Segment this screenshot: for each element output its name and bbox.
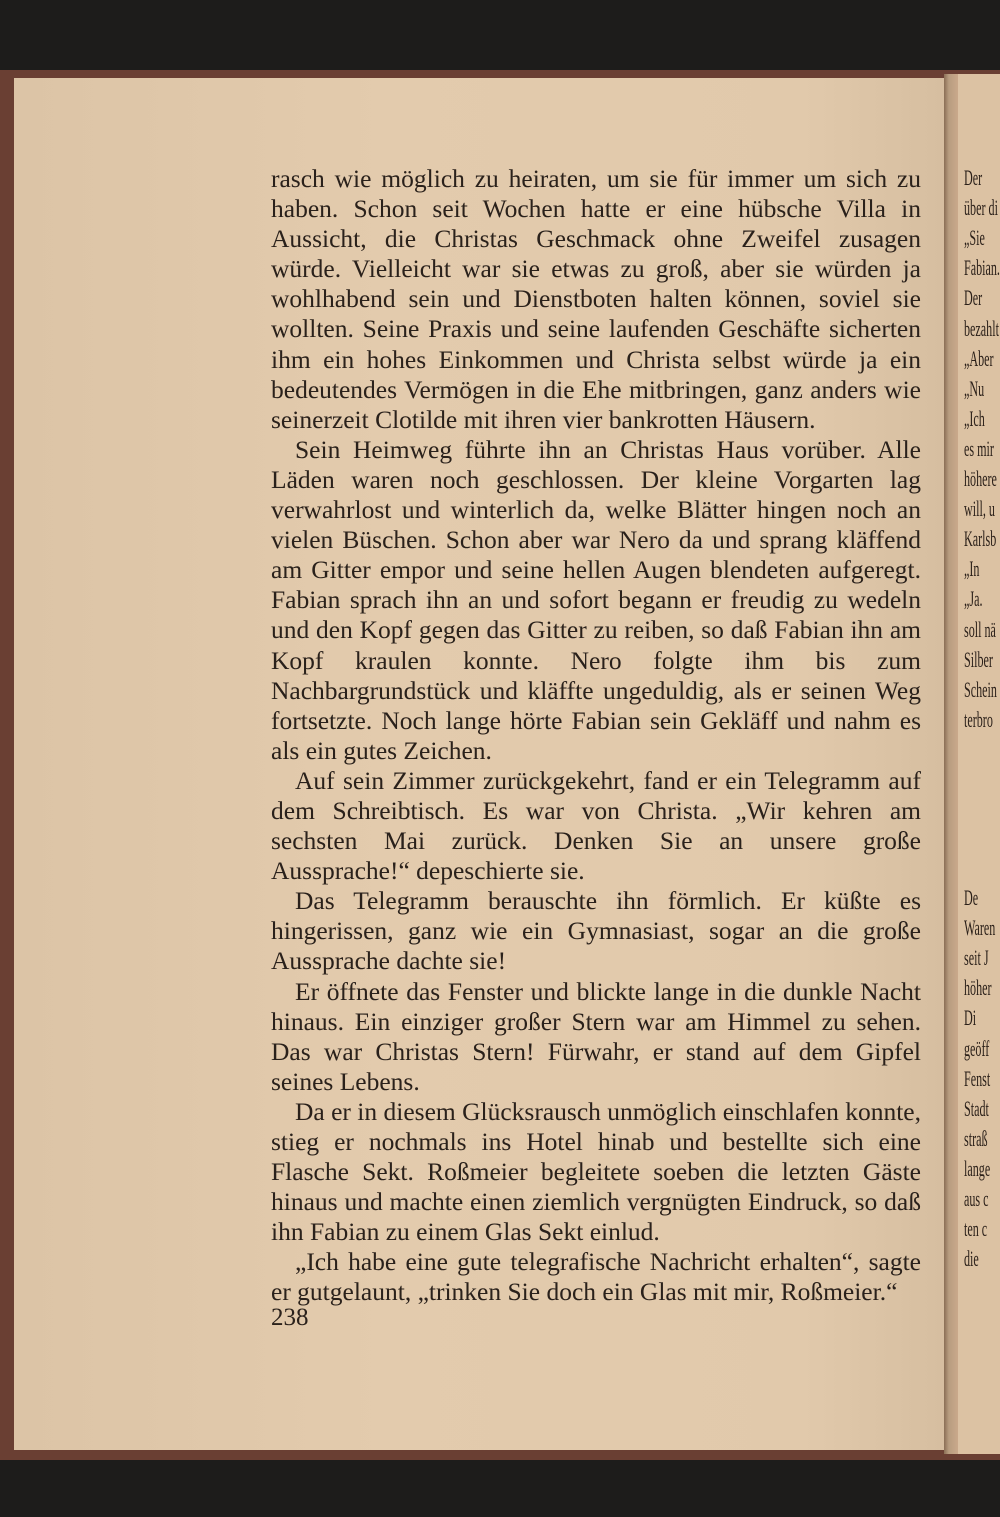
facing-page-fragment: Fenst bbox=[964, 1065, 991, 1091]
paragraph: Er öffnete das Fenster und blickte lange in die dunkle Nacht hinaus. Ein einziger großer Stern war am Himmel zu sehen. Das war Christas Stern! Fürwahr, er stand auf dem Gipfel seines Lebens. bbox=[271, 976, 921, 1096]
facing-page-edge bbox=[958, 74, 1000, 1454]
paragraph: Auf sein Zimmer zurückgekehrt, fand er ein Telegramm auf dem Schreibtisch. Es war von Christa. „Wir kehren am sechsten Mai zurück. Denken Sie an unsere große Aussprache!“ depeschierte sie. bbox=[271, 765, 921, 886]
facing-page-fragment: Karlsb bbox=[964, 526, 997, 552]
page-number: 238 bbox=[271, 1304, 309, 1331]
facing-page-fragment: Fabian. bbox=[964, 255, 1000, 281]
paragraph: Da er in diesem Glücksrausch unmöglich einschlafen konnte, stieg er nochmals ins Hotel hinab und bestellte sich eine Flasche Sekt. Roßmeier begleitete soeben die letzten Gäste hinaus und machte einen ziemlich vergnügten Eindruck, so daß ihn Fabian zu einem Glas Sekt einlud. bbox=[271, 1096, 921, 1247]
paragraph: rasch wie möglich zu heiraten, um sie für immer um sich zu haben. Schon seit Wochen hatte er eine hübsche Villa in Aussicht, die Christas Geschmack ohne Zweifel zusagen würde. Vielleicht war sie etwas zu groß, aber sie würden ja wohlhabend sein und Dienstboten halten können, soviel sie wollten. Seine Praxis und seine laufenden Geschäfte sicherten ihm ein hohes Einkommen und Christa selbst würde ja ein bedeutendes Vermögen in die Ehe mitbringen, ganz anders wie seinerzeit Clotilde mit ihren vier bankrotten Häusern. bbox=[271, 164, 921, 434]
facing-page-fragment: Der bbox=[964, 165, 983, 190]
facing-page-fragment: Waren bbox=[964, 915, 996, 941]
facing-page-fragment: Der bbox=[964, 285, 983, 311]
facing-page-fragment: De bbox=[964, 885, 979, 910]
facing-page-fragment: straß bbox=[964, 1125, 988, 1151]
book-gutter bbox=[944, 74, 958, 1454]
page-body bbox=[271, 164, 921, 1308]
facing-page-fragment: Silber bbox=[964, 646, 993, 672]
facing-page-fragment: ten c bbox=[964, 1216, 988, 1242]
facing-page-fragment: Stadt bbox=[964, 1095, 989, 1121]
paragraph: Sein Heimweg führte ihn an Christas Haus vorüber. Alle Läden waren noch geschlossen. Der kleine Vorgarten lag verwahrlost und winterlich da, welke Blätter hingen noch an vielen Büschen. Schon aber war Nero da und sprang kläffend am Gitter empor und seine hellen Augen blendeten aufgeregt. Fabian sprach ihn an und sofort begann er freudig zu wedeln und den Kopf gegen das Gitter zu reiben, so daß Fabian ihn am Kopf kraulen konnte. Nero folgte ihm bis zum Nachbargrundstück und kläffte ungeduldig, als er seinen Weg fortsetzte. Noch lange hörte Fabian sein Gekläff und nahm es als ein gutes Zeichen. bbox=[271, 434, 921, 765]
facing-page-fragment: höher bbox=[964, 975, 992, 1001]
paragraph: „Ich habe eine gute telegrafische Nachricht erhalten“, sagte er gutgelaunt, „trinken Sie doch ein Glas mit mir, Roßmeier.“ bbox=[271, 1247, 921, 1307]
facing-page-fragment: seit J bbox=[964, 945, 989, 971]
facing-page-fragment: höhere bbox=[964, 466, 997, 491]
facing-page-fragment: bezahlt bbox=[964, 315, 999, 341]
facing-page-fragment: aus c bbox=[964, 1186, 989, 1211]
facing-page-fragment: „Sie bbox=[964, 225, 985, 251]
facing-page-fragment: „Aber bbox=[964, 345, 994, 371]
facing-page-fragment: lange bbox=[964, 1155, 991, 1181]
facing-page-fragment: terbro bbox=[964, 706, 993, 732]
paragraph: Das Telegramm berauschte ihn förmlich. Er küßte es hingerissen, ganz wie ein Gymnasiast, sogar an die große Aussprache dachte sie! bbox=[271, 886, 921, 976]
facing-page-fragment: Schein bbox=[964, 676, 997, 702]
facing-page-fragment: über di bbox=[964, 195, 998, 221]
facing-page-fragment: „Ja. bbox=[964, 586, 983, 612]
facing-page-fragment: will, u bbox=[964, 496, 995, 522]
facing-page-fragment: es mir bbox=[964, 435, 994, 461]
facing-page-fragment: die bbox=[964, 1246, 979, 1272]
facing-page-fragment: Di bbox=[964, 1005, 977, 1031]
facing-page-fragment: „Ich bbox=[964, 405, 985, 431]
facing-page-fragment: „Nu bbox=[964, 375, 985, 401]
facing-page-fragment: soll nä bbox=[964, 616, 996, 642]
facing-page-fragment: „In bbox=[964, 556, 980, 582]
facing-page-fragment: geöff bbox=[964, 1035, 990, 1061]
